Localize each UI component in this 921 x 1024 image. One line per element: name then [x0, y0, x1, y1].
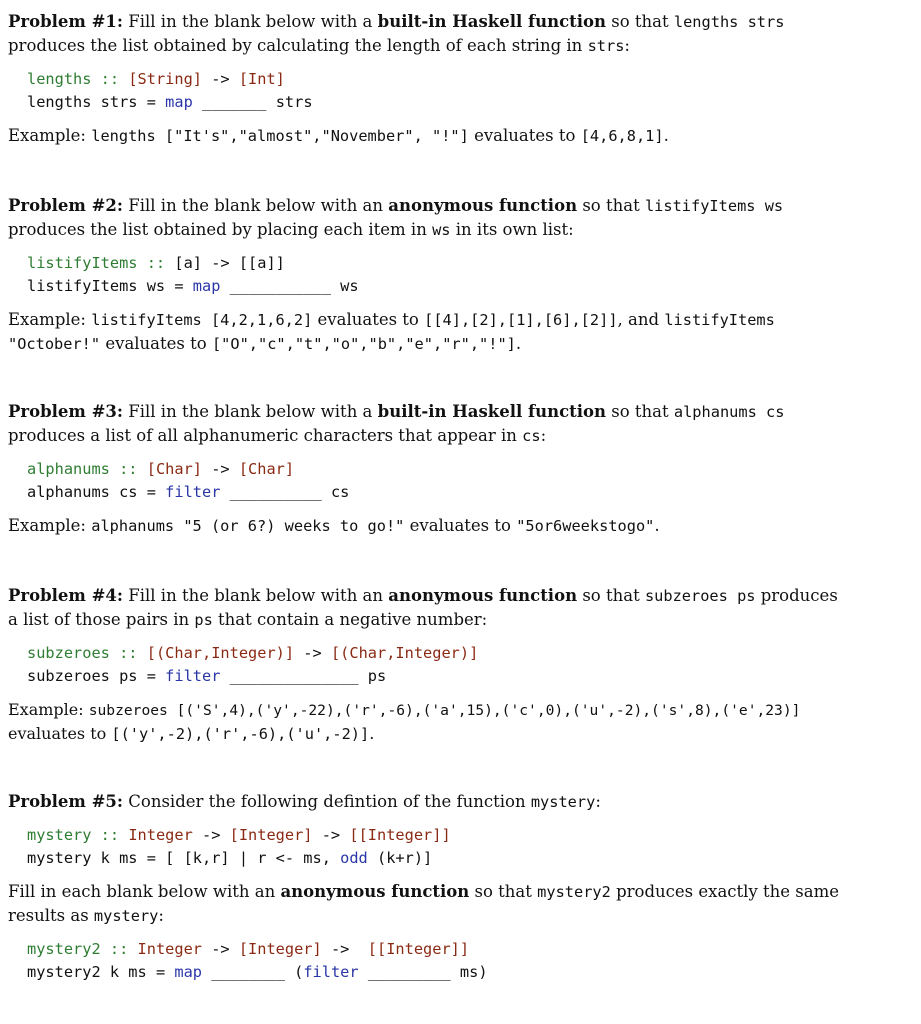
problem-4-statement	[8, 584, 913, 632]
code-token: mystery k ms	[27, 849, 138, 867]
code-token: Integer	[128, 826, 193, 844]
problem-3	[8, 400, 913, 538]
problem-1-example	[8, 124, 913, 148]
statement-text: produces	[760, 586, 838, 605]
statement-text: Consider the following defintion of the function	[128, 792, 526, 811]
answer-blank[interactable]: __________	[220, 483, 331, 501]
inline-code: "October!"	[8, 335, 101, 353]
answer-blank[interactable]: _________	[358, 963, 460, 981]
statement-text: Fill in the blank below with an	[128, 586, 384, 605]
statement-text: so that	[611, 12, 669, 31]
code-token: ::	[91, 826, 129, 844]
problem-1-heading: Problem #1:	[8, 12, 124, 31]
problem-5-code	[27, 824, 921, 870]
code-token: filter	[303, 963, 359, 981]
statement-emphasis: built-in Haskell function	[377, 402, 607, 421]
code-token: [Integer]	[238, 940, 322, 958]
inline-code: ps	[194, 611, 213, 629]
inline-code: [[4],[2],[1],[6],[2]]	[424, 311, 618, 329]
code-token: =	[137, 667, 166, 685]
statement-text: Fill in the blank below with a	[128, 402, 373, 421]
answer-blank[interactable]: ___________	[220, 277, 341, 295]
code-token: cs	[330, 483, 350, 501]
answer-blank[interactable]: _______	[192, 93, 276, 111]
statement-emphasis: anonymous function	[280, 882, 470, 901]
problem-2-example	[8, 308, 913, 356]
code-token: [a]	[174, 254, 202, 272]
statement-text: .	[515, 334, 522, 353]
statement-text: :	[595, 792, 601, 811]
inline-code: lengths ["It's","almost","November", "!"]	[91, 127, 469, 145]
statement-text: :	[624, 36, 630, 55]
inline-code: listifyItems	[664, 311, 775, 329]
inline-code: listifyItems [4,2,1,6,2]	[91, 311, 313, 329]
code-token: ws	[340, 277, 359, 295]
code-token: lengths	[27, 70, 92, 88]
code-token: filter	[165, 667, 221, 685]
statement-text: Fill in the blank below with a	[128, 12, 373, 31]
code-token: mystery2	[27, 940, 101, 958]
statement-text: in its own list:	[455, 220, 574, 239]
statement-text: .	[654, 516, 660, 535]
code-token: map	[174, 963, 203, 981]
code-token: [[Integer]]	[349, 826, 451, 844]
inline-code: listifyItems ws	[644, 197, 784, 215]
problem-5-answer-code	[27, 938, 921, 984]
code-token: [String]	[128, 70, 202, 88]
problem-3-statement	[8, 400, 913, 448]
problem-5-statement	[8, 790, 913, 814]
problem-4-example	[8, 698, 913, 746]
code-token: ::	[137, 254, 175, 272]
example-label: Example:	[8, 516, 86, 535]
code-token: [[a]]	[238, 254, 285, 272]
statement-text: that contain a negative number:	[218, 610, 488, 629]
inline-code: mystery	[530, 793, 596, 811]
problem-2-statement	[8, 194, 913, 242]
problem-4-code	[27, 642, 921, 688]
problem-1-code	[27, 68, 921, 114]
code-token: ::	[109, 644, 147, 662]
code-token: ->	[202, 460, 239, 478]
code-token: [Char]	[146, 460, 202, 478]
statement-text: .	[369, 724, 375, 743]
problem-1-statement	[8, 10, 913, 58]
code-token: ->	[312, 826, 350, 844]
problem-5-fill-instruction	[8, 880, 913, 928]
statement-text: evaluates to	[8, 724, 107, 743]
statement-text: :	[158, 906, 164, 925]
problem-2	[8, 194, 913, 356]
problem-3-example	[8, 514, 913, 538]
code-token: ::	[100, 940, 138, 958]
code-token: alphanums	[27, 460, 110, 478]
statement-emphasis: anonymous function	[388, 586, 578, 605]
inline-code: alphanums "5 (or 6?) weeks to go!"	[91, 517, 405, 535]
inline-code: mystery	[93, 907, 159, 925]
statement-text: .	[663, 126, 669, 145]
problem-2-heading: Problem #2:	[8, 196, 124, 215]
code-token: listifyItems ws	[27, 277, 166, 295]
code-token: ms)	[459, 963, 488, 981]
code-token: ->	[294, 644, 331, 662]
inline-code: [('y',-2),('r',-6),('u',-2)]	[111, 725, 370, 743]
statement-text: so that	[582, 586, 640, 605]
inline-code: lengths strs	[673, 13, 785, 31]
code-token: (k+r)]	[367, 849, 433, 867]
code-token: =	[146, 963, 175, 981]
code-token: =	[137, 849, 166, 867]
problem-5	[8, 790, 913, 994]
statement-text: evaluates to	[105, 334, 207, 353]
code-token: ->	[202, 70, 239, 88]
code-token: [ [k,r] | r <- ms,	[165, 849, 341, 867]
code-token: [[Integer]]	[367, 940, 470, 958]
statement-text: evaluates to	[317, 310, 419, 329]
code-token: =	[137, 93, 166, 111]
code-token: ::	[109, 460, 147, 478]
statement-text: a list of those pairs in	[8, 610, 190, 629]
statement-text: Fill in the blank below with an	[128, 196, 384, 215]
code-token: ->	[321, 940, 368, 958]
statement-emphasis: anonymous function	[388, 196, 578, 215]
statement-text: so that	[582, 196, 640, 215]
statement-text: evaluates to	[409, 516, 511, 535]
inline-code: ws	[432, 221, 451, 239]
code-token: odd	[340, 849, 368, 867]
code-token: =	[137, 483, 166, 501]
statement-text: , and	[617, 310, 660, 329]
answer-blank[interactable]: ________	[202, 963, 295, 981]
statement-text: produces a list of all alphanumeric characters that appear in	[8, 426, 517, 445]
code-token: mystery2 k ms	[27, 963, 147, 981]
inline-code: mystery2	[537, 883, 611, 901]
code-token: [Int]	[238, 70, 285, 88]
code-token: listifyItems	[27, 254, 138, 272]
inline-code: subzeroes [('S',4),('y',-22),('r',-6),('a',15),('c',0),('u',-2),('s',8),('e',23)]	[88, 702, 801, 719]
code-token: ->	[192, 826, 230, 844]
code-token: ->	[202, 254, 239, 272]
code-token: filter	[165, 483, 221, 501]
problem-5-heading: Problem #5:	[8, 792, 124, 811]
code-token: ::	[91, 70, 129, 88]
example-label: Example:	[8, 310, 86, 329]
statement-text: so that	[611, 402, 669, 421]
code-token: subzeroes ps	[27, 667, 138, 685]
problem-4-heading: Problem #4:	[8, 586, 124, 605]
inline-code: strs	[587, 37, 625, 55]
inline-code: alphanums cs	[673, 403, 785, 421]
inline-code: ["O","c","t","o","b","e","r","!"]	[211, 335, 516, 353]
code-token: [Integer]	[229, 826, 313, 844]
code-token: lengths strs	[27, 93, 138, 111]
code-token: strs	[275, 93, 313, 111]
inline-code: subzeroes ps	[644, 587, 756, 605]
code-token: map	[165, 93, 193, 111]
statement-text: produces the list obtained by calculating the length of each string in	[8, 36, 583, 55]
example-label: Example:	[8, 700, 84, 719]
code-token: [Char]	[238, 460, 295, 478]
statement-emphasis: built-in Haskell function	[377, 12, 607, 31]
problem-4	[8, 584, 913, 746]
problem-3-heading: Problem #3:	[8, 402, 124, 421]
code-token: Integer	[137, 940, 202, 958]
code-token: ->	[202, 940, 239, 958]
code-token: mystery	[27, 826, 92, 844]
inline-code: "5or6weekstogo"	[516, 517, 655, 535]
code-token: [(Char,Integer)]	[146, 644, 295, 662]
inline-code: cs	[522, 427, 541, 445]
example-label: Example:	[8, 126, 86, 145]
code-token: =	[165, 277, 193, 295]
statement-text: :	[540, 426, 547, 445]
code-token: ps	[367, 667, 387, 685]
problem-3-code	[27, 458, 921, 504]
code-token: [(Char,Integer)]	[330, 644, 479, 662]
code-token: (	[294, 963, 304, 981]
statement-text: results as	[8, 906, 89, 925]
code-token: alphanums cs	[27, 483, 138, 501]
statement-text: produces the list obtained by placing each item in	[8, 220, 427, 239]
problem-2-code	[27, 252, 921, 298]
statement-text: Fill in each blank below with an	[8, 882, 276, 901]
answer-blank[interactable]: ______________	[220, 667, 368, 685]
code-token: subzeroes	[27, 644, 110, 662]
problem-1	[8, 10, 913, 148]
inline-code: [4,6,8,1]	[580, 127, 664, 145]
statement-text: evaluates to	[474, 126, 576, 145]
statement-text: so that	[474, 882, 532, 901]
code-token: map	[192, 277, 221, 295]
statement-text: produces exactly the same	[616, 882, 839, 901]
